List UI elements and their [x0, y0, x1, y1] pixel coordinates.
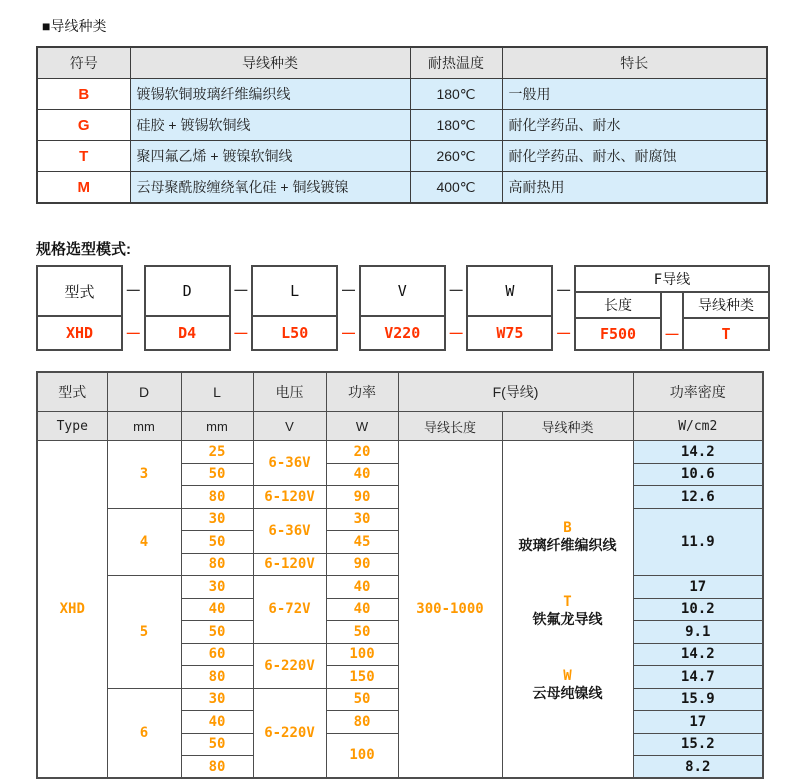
- cell-length: 80: [181, 666, 253, 689]
- wire-symbol: G: [37, 110, 130, 141]
- cell-diameter: 3: [107, 441, 181, 509]
- diagram-box-value: V220: [361, 315, 444, 349]
- wire-feature: 耐化学药品、耐水、耐腐蚀: [502, 141, 767, 172]
- spec-table: [36, 371, 764, 779]
- subheader-d-mm: mm: [107, 412, 181, 441]
- cell-diameter: 6: [107, 688, 181, 778]
- diagram-box-label: L: [290, 282, 300, 300]
- subheader-l-mm: mm: [181, 412, 253, 441]
- cell-power: 30: [326, 508, 398, 531]
- cell-length: 80: [181, 553, 253, 576]
- subheader-w-cm2: W/cm2: [633, 412, 763, 441]
- wire-type-code: B: [563, 520, 572, 536]
- wire-heat-temp: 400℃: [410, 172, 502, 204]
- wire-type-row: [37, 141, 767, 172]
- diagram-f-wire-group: [574, 265, 770, 351]
- diagram-box: [251, 265, 338, 351]
- subheader-power-w: W: [326, 412, 398, 441]
- cell-power: 20: [326, 441, 398, 464]
- cell-power: 100: [326, 733, 398, 778]
- dash-top: —: [449, 281, 463, 297]
- wire-name: 云母聚酰胺缠绕氧化硅 + 铜线镀镍: [130, 172, 410, 204]
- spec-row: [37, 441, 763, 464]
- cell-power-density: 11.9: [633, 508, 763, 576]
- column-header-power-density: 功率密度: [633, 372, 763, 412]
- cell-voltage: 6-120V: [253, 486, 326, 509]
- cell-voltage: 6-220V: [253, 643, 326, 688]
- cell-power: 90: [326, 486, 398, 509]
- column-header-symbol: 符号: [37, 47, 130, 79]
- wire-name: 镀锡软铜玻璃纤维编织线: [130, 79, 410, 110]
- cell-power: 50: [326, 688, 398, 711]
- column-header-heat-temp: 耐热温度: [410, 47, 502, 79]
- model-code-diagram: [36, 265, 770, 351]
- column-header-model: 型式: [37, 372, 107, 412]
- wire-type-row: [37, 110, 767, 141]
- section-title-wire-types: ■导线种类: [42, 18, 107, 34]
- diagram-box-value: XHD: [38, 315, 121, 349]
- diagram-box-label: 型式: [64, 282, 95, 301]
- diagram-box-value: L50: [253, 315, 336, 349]
- dash-bottom: —: [557, 324, 571, 340]
- dash-connector: [338, 265, 359, 351]
- column-header-feature: 特长: [502, 47, 767, 79]
- dash-top: —: [557, 281, 571, 297]
- f-wire-gap: [662, 293, 682, 349]
- cell-power: 150: [326, 666, 398, 689]
- cell-wire-types: [502, 441, 633, 779]
- cell-length: 50: [181, 733, 253, 756]
- cell-length: 40: [181, 598, 253, 621]
- cell-power-density: 14.2: [633, 441, 763, 464]
- cell-length: 30: [181, 576, 253, 599]
- spec-header-row-1: [37, 372, 763, 412]
- wire-feature: 耐化学药品、耐水: [502, 110, 767, 141]
- column-header-wire-type: 导线种类: [130, 47, 410, 79]
- wire-type-entry: [503, 669, 633, 702]
- cell-power: 90: [326, 553, 398, 576]
- diagram-segments: [36, 265, 574, 351]
- f-wire-length-box: [576, 293, 662, 349]
- wire-name: 聚四氟乙烯 + 镀镍软铜线: [130, 141, 410, 172]
- column-header-l: L: [181, 372, 253, 412]
- f-wire-type-value: T: [721, 325, 731, 343]
- dash-top: —: [234, 281, 248, 297]
- cell-power: 45: [326, 531, 398, 554]
- cell-power: 50: [326, 621, 398, 644]
- cell-length: 80: [181, 486, 253, 509]
- cell-power: 40: [326, 576, 398, 599]
- dash-bottom: —: [341, 324, 355, 340]
- cell-power-density: 15.2: [633, 733, 763, 756]
- dash-top: —: [341, 281, 355, 297]
- subheader-voltage-v: V: [253, 412, 326, 441]
- cell-length: 50: [181, 621, 253, 644]
- cell-length: 60: [181, 643, 253, 666]
- cell-length: 30: [181, 688, 253, 711]
- dash-connector: [123, 265, 144, 351]
- diagram-box: [359, 265, 446, 351]
- f-wire-length-value: F500: [599, 325, 637, 343]
- diagram-box-value: D4: [146, 315, 229, 349]
- wire-feature: 一般用: [502, 79, 767, 110]
- spec-header-row-2: [37, 412, 763, 441]
- wire-type-code: T: [563, 594, 572, 610]
- cell-voltage: 6-72V: [253, 576, 326, 644]
- wire-heat-temp: 180℃: [410, 110, 502, 141]
- subheader-wire-length: 导线长度: [398, 412, 502, 441]
- subheader-wire-type: 导线种类: [502, 412, 633, 441]
- cell-power-density: 8.2: [633, 756, 763, 779]
- column-header-power: 功率: [326, 372, 398, 412]
- wire-symbol: M: [37, 172, 130, 204]
- cell-voltage: 6-220V: [253, 688, 326, 778]
- column-header-voltage: 电压: [253, 372, 326, 412]
- cell-power: 40: [326, 463, 398, 486]
- spec-table-body: [37, 441, 763, 779]
- diagram-box: [144, 265, 231, 351]
- subheader-type: Type: [37, 412, 107, 441]
- cell-power-density: 12.6: [633, 486, 763, 509]
- wire-type-table: [36, 46, 768, 204]
- cell-power-density: 17: [633, 711, 763, 734]
- cell-diameter: 5: [107, 576, 181, 689]
- wire-type-name: 铁氟龙导线: [532, 611, 603, 627]
- cell-power-density: 10.2: [633, 598, 763, 621]
- cell-length: 50: [181, 531, 253, 554]
- diagram-box-label: D: [182, 282, 192, 300]
- dash-connector: [446, 265, 467, 351]
- wire-type-header-row: [37, 47, 767, 79]
- wire-heat-temp: 260℃: [410, 141, 502, 172]
- dash-bottom: —: [234, 324, 248, 340]
- cell-voltage: 6-36V: [253, 508, 326, 553]
- dash-top: —: [126, 281, 140, 297]
- cell-length: 30: [181, 508, 253, 531]
- wire-name: 硅胶 + 镀锡软铜线: [130, 110, 410, 141]
- cell-model: XHD: [37, 441, 107, 779]
- cell-power-density: 14.2: [633, 643, 763, 666]
- wire-symbol: B: [37, 79, 130, 110]
- column-header-f-wire: F(导线): [398, 372, 633, 412]
- cell-length: 80: [181, 756, 253, 779]
- diagram-box-value: W75: [468, 315, 551, 349]
- wire-feature: 高耐热用: [502, 172, 767, 204]
- cell-length: 40: [181, 711, 253, 734]
- wire-heat-temp: 180℃: [410, 79, 502, 110]
- dash-bottom: —: [665, 325, 679, 341]
- cell-power: 40: [326, 598, 398, 621]
- cell-length: 50: [181, 463, 253, 486]
- cell-length: 25: [181, 441, 253, 464]
- cell-voltage: 6-120V: [253, 553, 326, 576]
- wire-type-name: 玻璃纤维编织线: [518, 537, 617, 553]
- wire-symbol: T: [37, 141, 130, 172]
- cell-power: 80: [326, 711, 398, 734]
- f-wire-length-label: 长度: [576, 293, 660, 319]
- cell-power-density: 10.6: [633, 463, 763, 486]
- wire-type-row: [37, 172, 767, 204]
- dash-connector: [553, 265, 574, 351]
- dash-connector: [231, 265, 252, 351]
- wire-type-entry: [503, 595, 633, 628]
- f-wire-group-title: F导线: [576, 267, 768, 293]
- cell-diameter: 4: [107, 508, 181, 576]
- cell-power-density: 14.7: [633, 666, 763, 689]
- cell-power: 100: [326, 643, 398, 666]
- wire-type-name: 云母纯镍线: [532, 685, 603, 701]
- cell-wire-length: 300-1000: [398, 441, 502, 779]
- cell-power-density: 15.9: [633, 688, 763, 711]
- cell-power-density: 17: [633, 576, 763, 599]
- wire-type-table-body: [37, 79, 767, 204]
- wire-type-code: W: [563, 668, 572, 684]
- f-wire-type-box: [682, 293, 768, 349]
- diagram-box-label: W: [505, 282, 515, 300]
- dash-bottom: —: [449, 324, 463, 340]
- wire-type-row: [37, 79, 767, 110]
- diagram-box: [466, 265, 553, 351]
- diagram-box-label: V: [397, 282, 407, 300]
- section-title-model-selection: 规格选型模式:: [36, 241, 131, 258]
- cell-power-density: 9.1: [633, 621, 763, 644]
- wire-type-entry: [503, 521, 633, 554]
- diagram-box: [36, 265, 123, 351]
- cell-voltage: 6-36V: [253, 441, 326, 486]
- dash-bottom: —: [126, 324, 140, 340]
- f-wire-type-label: 导线种类: [684, 293, 768, 319]
- column-header-d: D: [107, 372, 181, 412]
